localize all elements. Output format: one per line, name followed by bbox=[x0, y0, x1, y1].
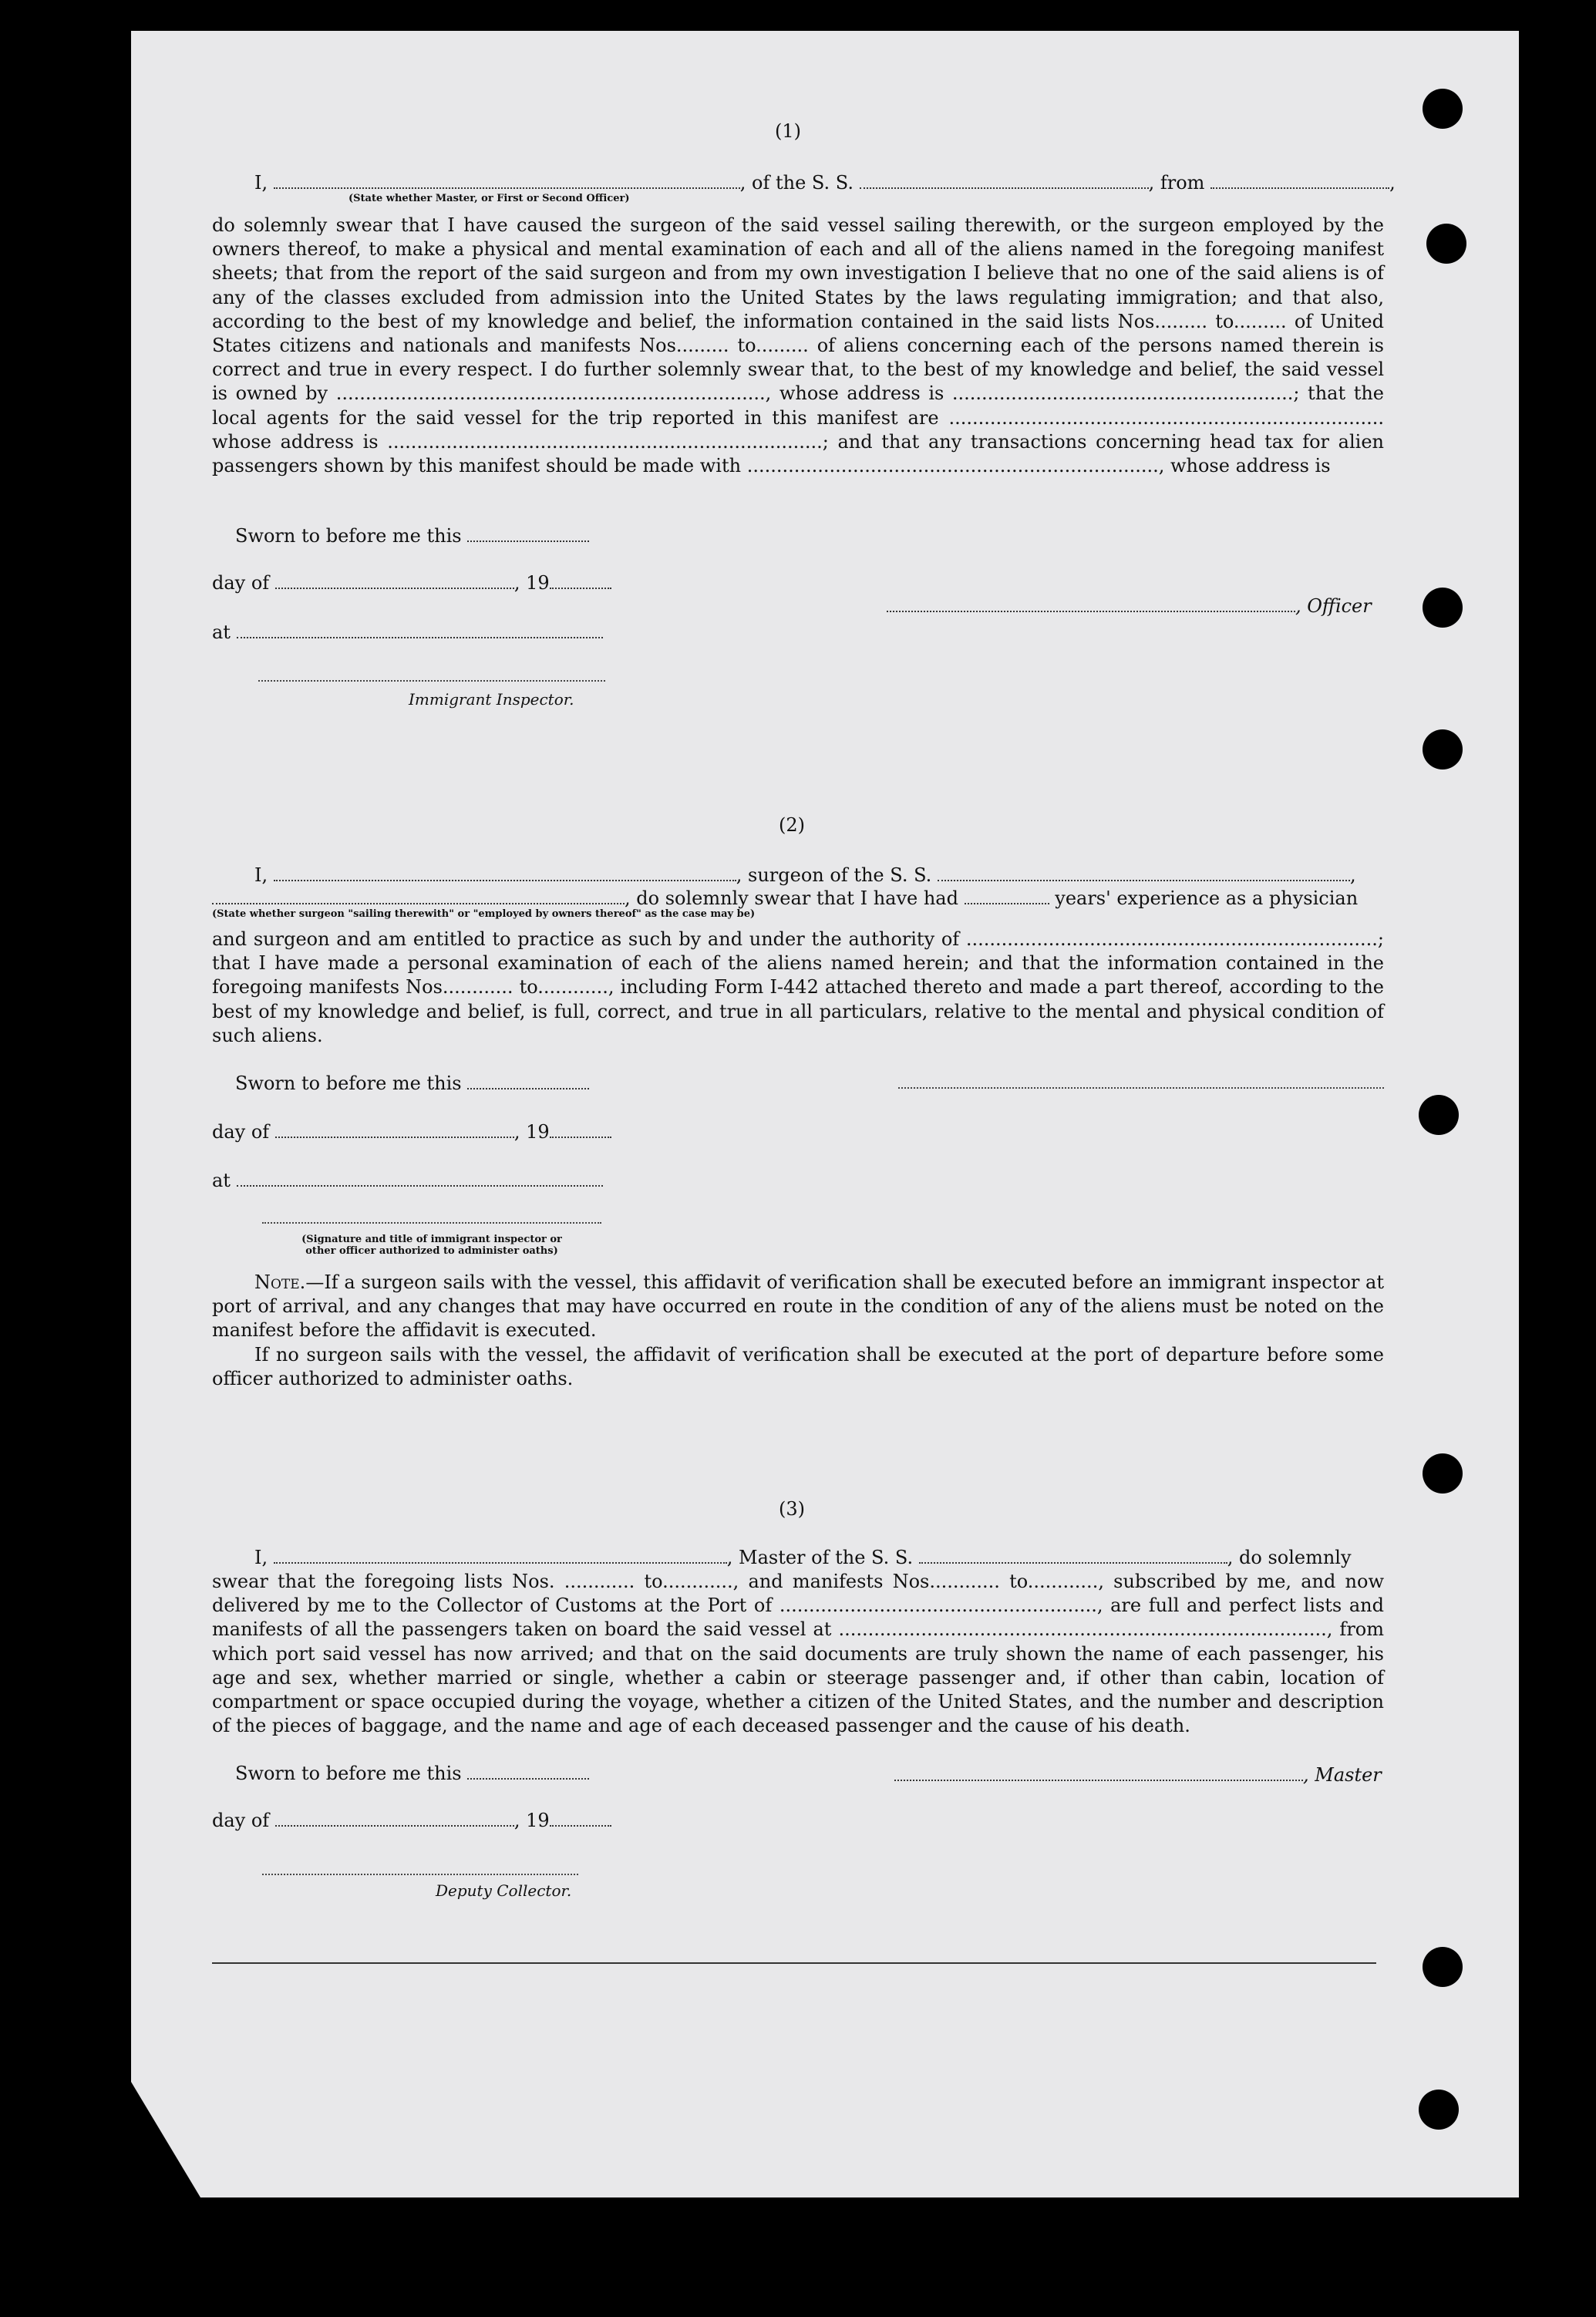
punch-hole bbox=[1419, 2090, 1459, 2130]
collector-label: Deputy Collector. bbox=[436, 1881, 572, 1900]
master-signature: , Master bbox=[894, 1763, 1382, 1787]
surgeon-signature-line bbox=[898, 1086, 1384, 1089]
day-line: day of , 19 bbox=[212, 1120, 611, 1143]
experience-line: , do solemnly swear that I have had years' experience as a physician bbox=[212, 887, 1358, 910]
section-number: (1) bbox=[775, 120, 801, 142]
bottom-rule bbox=[212, 1962, 1376, 1964]
oath-paragraph: do solemnly swear that I have caused the surgeon of the said vessel sailing therewith, or the surgeon employed by the owners thereof, to make a physical and mental examination of each and all of the aliens named in the foregoing manifest sheets; that from the report of the said surgeon and from my own investigation I believe that no one of the said aliens is of any of the classes excluded from admission into the United States by the laws regulating immigration; and that also, according to the best of my knowledge and belief, the information contained in the said lists Nos......... to......... of United States citizens and nationals and manifests Nos......... to......... of aliens concerning each of the persons named therein is correct and true in every respect. I do further solemnly swear that, to the best of my knowledge and belief, the said vessel is owned by ........................................................................., whose address is ..........................................................; that the local agents for the said vessel for the trip reported in this manifest are .......................................................................... whose address is ..........................................................................; and that any transactions concerning head tax for alien passengers shown by this manifest should be made with ......................................................................, whose address is bbox=[212, 214, 1384, 477]
affiant-label: I, , of the S. S. , from , bbox=[254, 172, 1396, 194]
officer-signature: , Officer bbox=[887, 594, 1372, 618]
inspector-signature-line bbox=[258, 679, 605, 682]
day-line: day of , 19 bbox=[212, 1809, 611, 1832]
at-line: at bbox=[212, 621, 603, 644]
page-corner-cut bbox=[131, 2082, 200, 2197]
note-paragraph-2: If no surgeon sails with the vessel, the affidavit of verification shall be executed at the port of departure before some officer authorized to administer oaths. bbox=[212, 1344, 1384, 1390]
sworn-line: Sworn to before me this bbox=[235, 1762, 589, 1785]
master-paragraph: swear that the foregoing lists Nos. ............ to............, and manifests Nos............ to............, subscribed by me, and now delivered by me to the Collector of Customs at the Port of ......................................................, are full and perfect lists and manifests of all the passengers taken on board the said vessel at ..................................................................................., from which port said vessel has now arrived; and that on the said documents are truly shown the name of each passenger, his age and sex, whether married or single, whether a cabin or steerage passenger and, if other than cabin, location of compartment or space occupied during the voyage, whether a citizen of the United States, and the number and description of the pieces of baggage, and the name and age of each deceased passenger and the cause of his death. bbox=[212, 1571, 1384, 1737]
surgeon-line: I, , surgeon of the S. S. , bbox=[254, 864, 1356, 886]
punch-hole bbox=[1423, 89, 1463, 129]
punch-hole bbox=[1423, 729, 1463, 770]
section-number: (2) bbox=[779, 814, 805, 836]
collector-signature-line bbox=[262, 1872, 578, 1875]
master-line: I, , Master of the S. S. , do solemnly bbox=[254, 1547, 1352, 1568]
signature-note: (Signature and title of immigrant inspector or other officer authorized to administer oaths) bbox=[301, 1234, 562, 1257]
sworn-line: Sworn to before me this bbox=[235, 1072, 589, 1095]
punch-hole bbox=[1426, 224, 1466, 264]
at-line: at bbox=[212, 1169, 603, 1192]
day-line: day of , 19 bbox=[212, 571, 611, 594]
state-note: (State whether Master, or First or Second Officer) bbox=[348, 193, 630, 204]
punch-hole bbox=[1423, 1453, 1463, 1494]
surgeon-paragraph: and surgeon and am entitled to practice as such by and under the authority of ......................................................................; that I have made a personal examination of each of the aliens named herein; and that the information contained in the foregoing manifests Nos............ to............, including Form I-442 attached thereto and made a part thereof, according to the best of my knowledge and belief, is full, correct, and true in all particulars, relative to the mental and physical condition of such aliens. bbox=[212, 928, 1384, 1046]
sworn-line: Sworn to before me this bbox=[235, 524, 589, 547]
inspector-label: Immigrant Inspector. bbox=[409, 690, 574, 709]
section-number: (3) bbox=[779, 1498, 805, 1520]
note-paragraph: Note.—If a surgeon sails with the vessel, this affidavit of verification shall be executed before an immigrant inspector at port of arrival, and any changes that may have occurred en route in the condition of any of the aliens must be noted on the manifest before the affidavit is executed. bbox=[212, 1271, 1384, 1342]
punch-hole bbox=[1423, 1947, 1463, 1987]
punch-hole bbox=[1423, 588, 1463, 628]
punch-hole bbox=[1419, 1095, 1459, 1135]
officer-signature-line bbox=[262, 1221, 601, 1224]
state-note: (State whether surgeon "sailing therewith" or "employed by owners thereof" as the case may be) bbox=[212, 908, 756, 920]
